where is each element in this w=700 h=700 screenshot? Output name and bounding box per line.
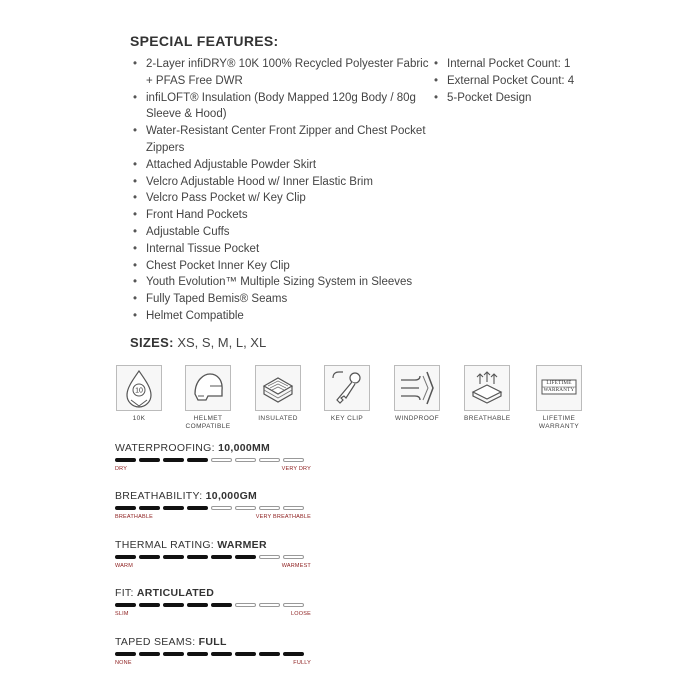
rating-segment-filled: [115, 652, 136, 656]
rating-bar: [115, 555, 315, 561]
icon-insulated: [255, 365, 301, 423]
rating-value: FULL: [198, 636, 227, 648]
icon-label: INSULATED: [258, 415, 298, 422]
rating-segment-empty: [235, 458, 256, 462]
scale-high: VERY BREATHABLE: [255, 514, 311, 520]
rating-label: TAPED SEAMS:: [115, 636, 196, 648]
features-list: [131, 56, 431, 325]
rating-value: ARTICULATED: [136, 587, 215, 599]
windproof-icon: [395, 366, 439, 410]
rating-segment-filled: [187, 458, 208, 462]
feature-item: • Velcro Adjustable Hood w/ Inner Elastic Brim: [131, 174, 431, 191]
rating-segment-empty: [259, 555, 280, 559]
icon-helmet: [185, 365, 231, 431]
feature-item: • Front Hand Pockets: [131, 207, 431, 224]
rating-segment-filled: [115, 603, 136, 607]
rating-title: [115, 587, 315, 599]
rating-label: WATERPROOFING:: [115, 442, 215, 454]
icon-label: HELMET COMPATIBLE: [185, 415, 231, 430]
feature-item: • Internal Pocket Count: 1: [432, 56, 612, 73]
feature-item: • 5-Pocket Design: [432, 90, 612, 107]
10k-icon: [117, 366, 161, 410]
feature-item: • Fully Taped Bemis® Seams: [131, 291, 431, 308]
rating-value: 10,000GM: [205, 490, 258, 502]
feature-item: • Adjustable Cuffs: [131, 224, 431, 241]
features-list-secondary: [432, 56, 612, 106]
rating-scale: [115, 563, 315, 571]
rating-segment-empty: [259, 458, 280, 462]
feature-item: • External Pocket Count: 4: [432, 73, 612, 90]
icon-label: LIFETIME WARRANTY: [538, 415, 580, 430]
scale-high: VERY DRY: [281, 466, 311, 472]
icon-10k: [116, 365, 162, 423]
rating-segment-empty: [211, 458, 232, 462]
10k-badge: 10: [135, 387, 143, 395]
rating-segment-filled: [163, 506, 184, 510]
key-clip-icon: [325, 366, 369, 410]
icon-breathable: [464, 365, 510, 423]
rating-title: [115, 539, 315, 551]
insulated-icon: [256, 366, 300, 410]
rating-segment-filled: [259, 652, 280, 656]
feature-item: • Water-Resistant Center Front Zipper and Chest Pocket Zippers: [131, 123, 431, 157]
rating-segment-filled: [283, 652, 304, 656]
rating-segment-filled: [139, 506, 160, 510]
rating-fit: [115, 587, 315, 619]
rating-bar: [115, 458, 315, 464]
rating-segment-filled: [139, 555, 160, 559]
feature-item: • Internal Tissue Pocket: [131, 241, 431, 258]
rating-label: FIT:: [115, 587, 134, 599]
icon-key-clip: [324, 365, 370, 423]
icon-windproof: [394, 365, 440, 423]
rating-title: [115, 490, 315, 502]
scale-low: BREATHABLE: [115, 514, 153, 520]
rating-title: [115, 442, 315, 454]
rating-label: BREATHABILITY:: [115, 490, 203, 502]
icon-label: KEY CLIP: [330, 415, 364, 422]
icon-lifetime-warranty: [536, 365, 582, 431]
scale-high: LOOSE: [291, 611, 311, 617]
feature-item: • Helmet Compatible: [131, 308, 431, 325]
sizes-line: [130, 335, 266, 350]
rating-segment-filled: [163, 652, 184, 656]
rating-segment-empty: [259, 603, 280, 607]
rating-segment-filled: [115, 506, 136, 510]
rating-segment-empty: [259, 506, 280, 510]
rating-segment-filled: [163, 555, 184, 559]
icon-label: BREATHABLE: [464, 415, 511, 422]
rating-segment-filled: [187, 506, 208, 510]
feature-item: • Chest Pocket Inner Key Clip: [131, 258, 431, 275]
rating-thermal: [115, 539, 315, 571]
rating-title: [115, 636, 315, 648]
warranty-badge-text: LIFETIME WARRANTY: [543, 380, 575, 393]
rating-segment-filled: [163, 458, 184, 462]
rating-segment-empty: [283, 506, 304, 510]
rating-segment-filled: [139, 652, 160, 656]
sizes-values: XS, S, M, L, XL: [177, 335, 267, 350]
feature-item: • Velcro Pass Pocket w/ Key Clip: [131, 190, 431, 207]
rating-segment-filled: [211, 603, 232, 607]
scale-low: SLIM: [115, 611, 129, 617]
helmet-icon: [186, 366, 230, 410]
rating-value: WARMER: [217, 539, 267, 551]
icon-label: 10K: [132, 415, 146, 422]
feature-item: • 2-Layer infiDRY® 10K 100% Recycled Polyester Fabric + PFAS Free DWR: [131, 56, 431, 90]
rating-segment-filled: [163, 603, 184, 607]
icon-label: WINDPROOF: [394, 415, 440, 422]
rating-label: THERMAL RATING:: [115, 539, 215, 551]
rating-segment-empty: [235, 603, 256, 607]
rating-segment-filled: [139, 603, 160, 607]
rating-segment-empty: [283, 603, 304, 607]
breathable-icon: [465, 366, 509, 410]
rating-scale: [115, 660, 315, 668]
rating-breathability: [115, 490, 315, 522]
rating-segment-filled: [235, 555, 256, 559]
rating-segment-filled: [211, 652, 232, 656]
rating-value: 10,000MM: [218, 442, 271, 454]
scale-low: WARM: [115, 563, 134, 569]
rating-scale: [115, 514, 315, 522]
rating-taped-seams: [115, 636, 315, 668]
rating-segment-empty: [283, 555, 304, 559]
features-heading: SPECIAL FEATURES:: [130, 33, 279, 49]
rating-segment-empty: [283, 458, 304, 462]
feature-item: • Attached Adjustable Powder Skirt: [131, 157, 431, 174]
rating-segment-empty: [211, 506, 232, 510]
rating-bar: [115, 603, 315, 609]
rating-scale: [115, 611, 315, 619]
rating-waterproofing: [115, 442, 315, 474]
rating-bar: [115, 506, 315, 512]
rating-segment-filled: [115, 555, 136, 559]
rating-scale: [115, 466, 315, 474]
rating-segment-filled: [187, 652, 208, 656]
feature-item: • infiLOFT® Insulation (Body Mapped 120g Body / 80g Sleeve & Hood): [131, 90, 431, 124]
rating-segment-filled: [211, 555, 232, 559]
scale-low: DRY: [115, 466, 128, 472]
rating-segment-filled: [235, 652, 256, 656]
sizes-label: SIZES:: [130, 335, 174, 350]
rating-segment-filled: [115, 458, 136, 462]
rating-segment-filled: [187, 555, 208, 559]
scale-high: FULLY: [293, 660, 311, 666]
scale-high: WARMEST: [281, 563, 311, 569]
rating-bar: [115, 652, 315, 658]
rating-segment-filled: [187, 603, 208, 607]
scale-low: NONE: [115, 660, 132, 666]
rating-segment-filled: [139, 458, 160, 462]
feature-item: • Youth Evolution™ Multiple Sizing System in Sleeves: [131, 274, 431, 291]
rating-segment-empty: [235, 506, 256, 510]
